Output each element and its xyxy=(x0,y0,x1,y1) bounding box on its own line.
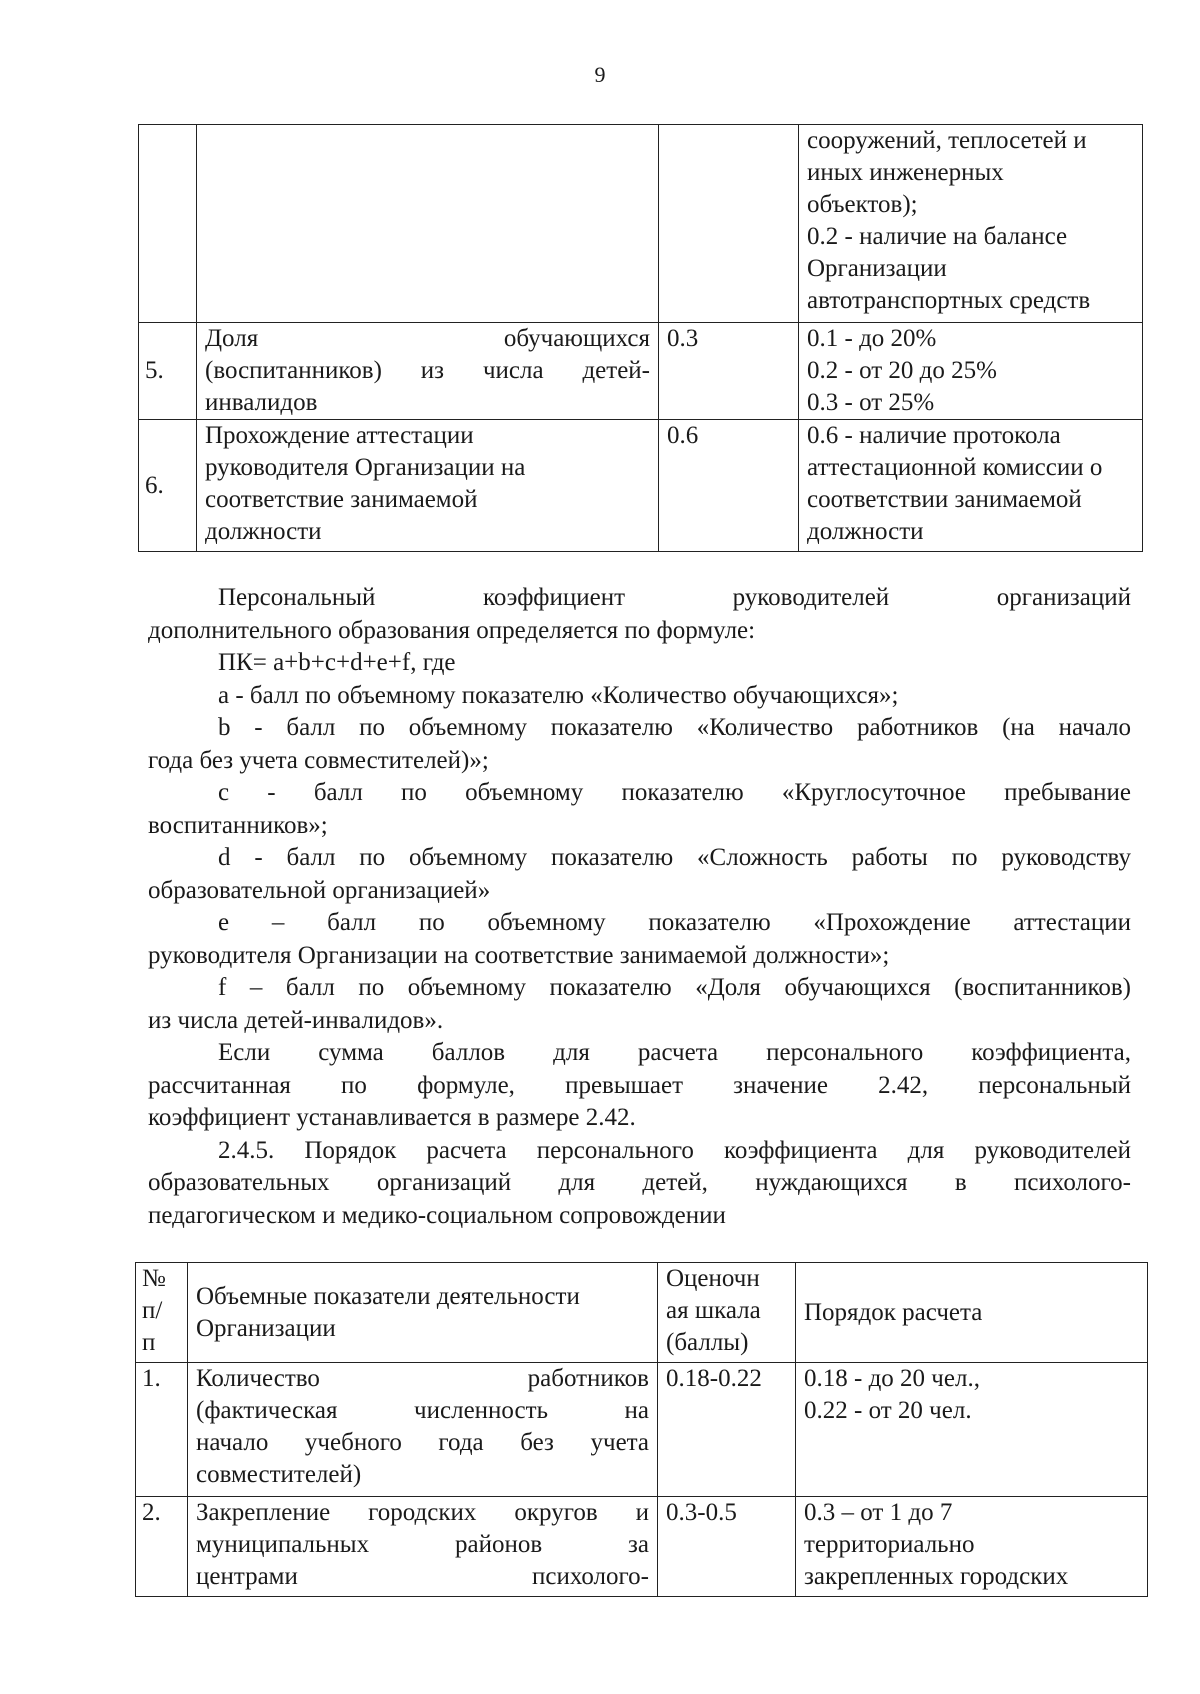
indicator-line: центрами психолого- xyxy=(196,1563,649,1590)
indicator-line: (фактическая численность на xyxy=(196,1397,649,1424)
cell-indicator xyxy=(188,1497,658,1597)
header-line: Организации xyxy=(196,1314,336,1342)
header-scale xyxy=(658,1263,796,1363)
cell-scale: 0.3 xyxy=(659,323,799,420)
item-c: c - балл по объемному показателю «Круглосуточное пребывание xyxy=(218,779,1131,806)
calc-line: 0.2 - наличие на балансе xyxy=(807,223,1068,250)
indicator-line: Количество работников xyxy=(196,1365,649,1392)
header-line: (баллы) xyxy=(666,1329,749,1356)
item-b-cont: года без учета совместителей)»; xyxy=(148,746,489,774)
cell-indicator xyxy=(197,125,659,323)
calc-line: 0.2 - от 20 до 25% xyxy=(807,357,997,384)
item-a: a - балл по объемному показателю «Количество обучающихся»; xyxy=(218,681,899,709)
indicator-line: Прохождение аттестации xyxy=(205,422,474,449)
item-c-cont: воспитанников»; xyxy=(148,811,328,839)
calc-line: объектов); xyxy=(807,191,918,218)
indicator-line: совместителей) xyxy=(196,1461,362,1488)
cell-scale xyxy=(659,125,799,323)
calc-line: 0.3 - от 25% xyxy=(807,389,935,416)
cell-calc xyxy=(799,420,1143,552)
header-indicator xyxy=(188,1263,658,1363)
calc-line: закрепленных городских xyxy=(804,1563,1069,1590)
calc-line: территориально xyxy=(804,1531,975,1558)
cell-num: 1. xyxy=(136,1363,188,1497)
header-line: Объемные показатели деятельности xyxy=(196,1282,580,1310)
calc-line: 0.6 - наличие протокола xyxy=(807,422,1061,449)
cell-calc xyxy=(796,1497,1148,1597)
calc-line: автотранспортных средств xyxy=(807,287,1091,314)
header-calc: Порядок расчета xyxy=(796,1263,1148,1363)
header-line: ая шкала xyxy=(666,1297,761,1324)
calc-line: 0.3 – от 1 до 7 xyxy=(804,1499,953,1526)
paragraph-line: Если сумма баллов для расчета персонального коэффициента, xyxy=(218,1039,1131,1066)
cell-indicator xyxy=(188,1363,658,1497)
indicator-line: Доля обучающихся xyxy=(205,325,650,352)
indicator-line: (воспитанников) из числа детей- xyxy=(205,357,650,384)
paragraph-line: рассчитанная по формуле, превышает значение 2.42, персональный xyxy=(148,1071,1131,1099)
indicator-line: муниципальных районов за xyxy=(196,1531,649,1558)
calc-line: соответствии занимаемой xyxy=(807,486,1082,513)
item-b: b - балл по объемному показателю «Количество работников (на начало xyxy=(218,714,1131,741)
indicator-line: руководителя Организации на xyxy=(205,454,526,481)
cell-indicator xyxy=(197,420,659,552)
page-number: 9 xyxy=(594,62,606,87)
table-row xyxy=(139,420,1143,552)
cell-num: 2. xyxy=(136,1497,188,1597)
indicator-line: Закрепление городских округов и xyxy=(196,1499,649,1526)
item-f-cont: из числа детей-инвалидов». xyxy=(148,1006,444,1034)
calc-line: аттестационной комиссии о xyxy=(807,454,1103,481)
cell-num: 5. xyxy=(139,323,197,420)
calc-line: 0.18 - до 20 чел., xyxy=(804,1365,980,1392)
paragraph-line: Персональный коэффициент руководителей организаций xyxy=(218,584,1131,611)
criteria-table-continued xyxy=(138,124,1143,552)
paragraph-line: дополнительного образования определяется по формуле: xyxy=(148,616,756,644)
table-row xyxy=(136,1497,1148,1597)
cell-scale: 0.6 xyxy=(659,420,799,552)
header-num xyxy=(136,1263,188,1363)
calc-line: 0.1 - до 20% xyxy=(807,325,937,352)
cell-scale: 0.3-0.5 xyxy=(658,1497,796,1597)
header-line: Оценочн xyxy=(666,1265,760,1292)
table-row xyxy=(139,125,1143,323)
item-d: d - балл по объемному показателю «Сложность работы по руководству xyxy=(218,844,1131,871)
indicator-line: начало учебного года без учета xyxy=(196,1429,649,1456)
header-line: п xyxy=(142,1329,156,1356)
calc-line: сооружений, теплосетей и xyxy=(807,127,1087,154)
indicator-line: должности xyxy=(205,518,322,545)
item-d-cont: образовательной организацией» xyxy=(148,876,491,904)
criteria-table-2-4-5 xyxy=(135,1262,1148,1597)
calc-line: Организации xyxy=(807,255,947,282)
cell-calc xyxy=(799,323,1143,420)
cell-num: 6. xyxy=(139,420,197,552)
body-text xyxy=(148,582,1131,1232)
table-header-row xyxy=(136,1263,1148,1363)
calc-line: должности xyxy=(807,518,924,545)
table-row xyxy=(139,323,1143,420)
cell-num xyxy=(139,125,197,323)
cell-calc xyxy=(796,1363,1148,1497)
header-line: № xyxy=(142,1265,166,1292)
item-e: e – балл по объемному показателю «Прохождение аттестации xyxy=(218,909,1131,936)
cell-scale: 0.18-0.22 xyxy=(658,1363,796,1497)
header-line: п/ xyxy=(142,1297,163,1324)
calc-line: 0.22 - от 20 чел. xyxy=(804,1397,972,1424)
table-row xyxy=(136,1363,1148,1497)
calc-line: иных инженерных xyxy=(807,159,1004,186)
indicator-line: инвалидов xyxy=(205,389,318,416)
formula: ПК= a+b+c+d+e+f, где xyxy=(218,649,456,676)
cell-indicator xyxy=(197,323,659,420)
item-e-cont: руководителя Организации на соответствие занимаемой должности»; xyxy=(148,941,890,969)
indicator-line: соответствие занимаемой xyxy=(205,486,478,513)
cell-calc xyxy=(799,125,1143,323)
section-heading: образовательных организаций для детей, нуждающихся в психолого- xyxy=(148,1169,1131,1196)
item-f: f – балл по объемному показателю «Доля обучающихся (воспитанников) xyxy=(218,974,1131,1001)
paragraph-line: коэффициент устанавливается в размере 2.42. xyxy=(148,1104,636,1131)
section-heading: педагогическом и медико-социальном сопровождении xyxy=(148,1201,726,1229)
section-heading: 2.4.5. Порядок расчета персонального коэффициента для руководителей xyxy=(218,1136,1131,1164)
